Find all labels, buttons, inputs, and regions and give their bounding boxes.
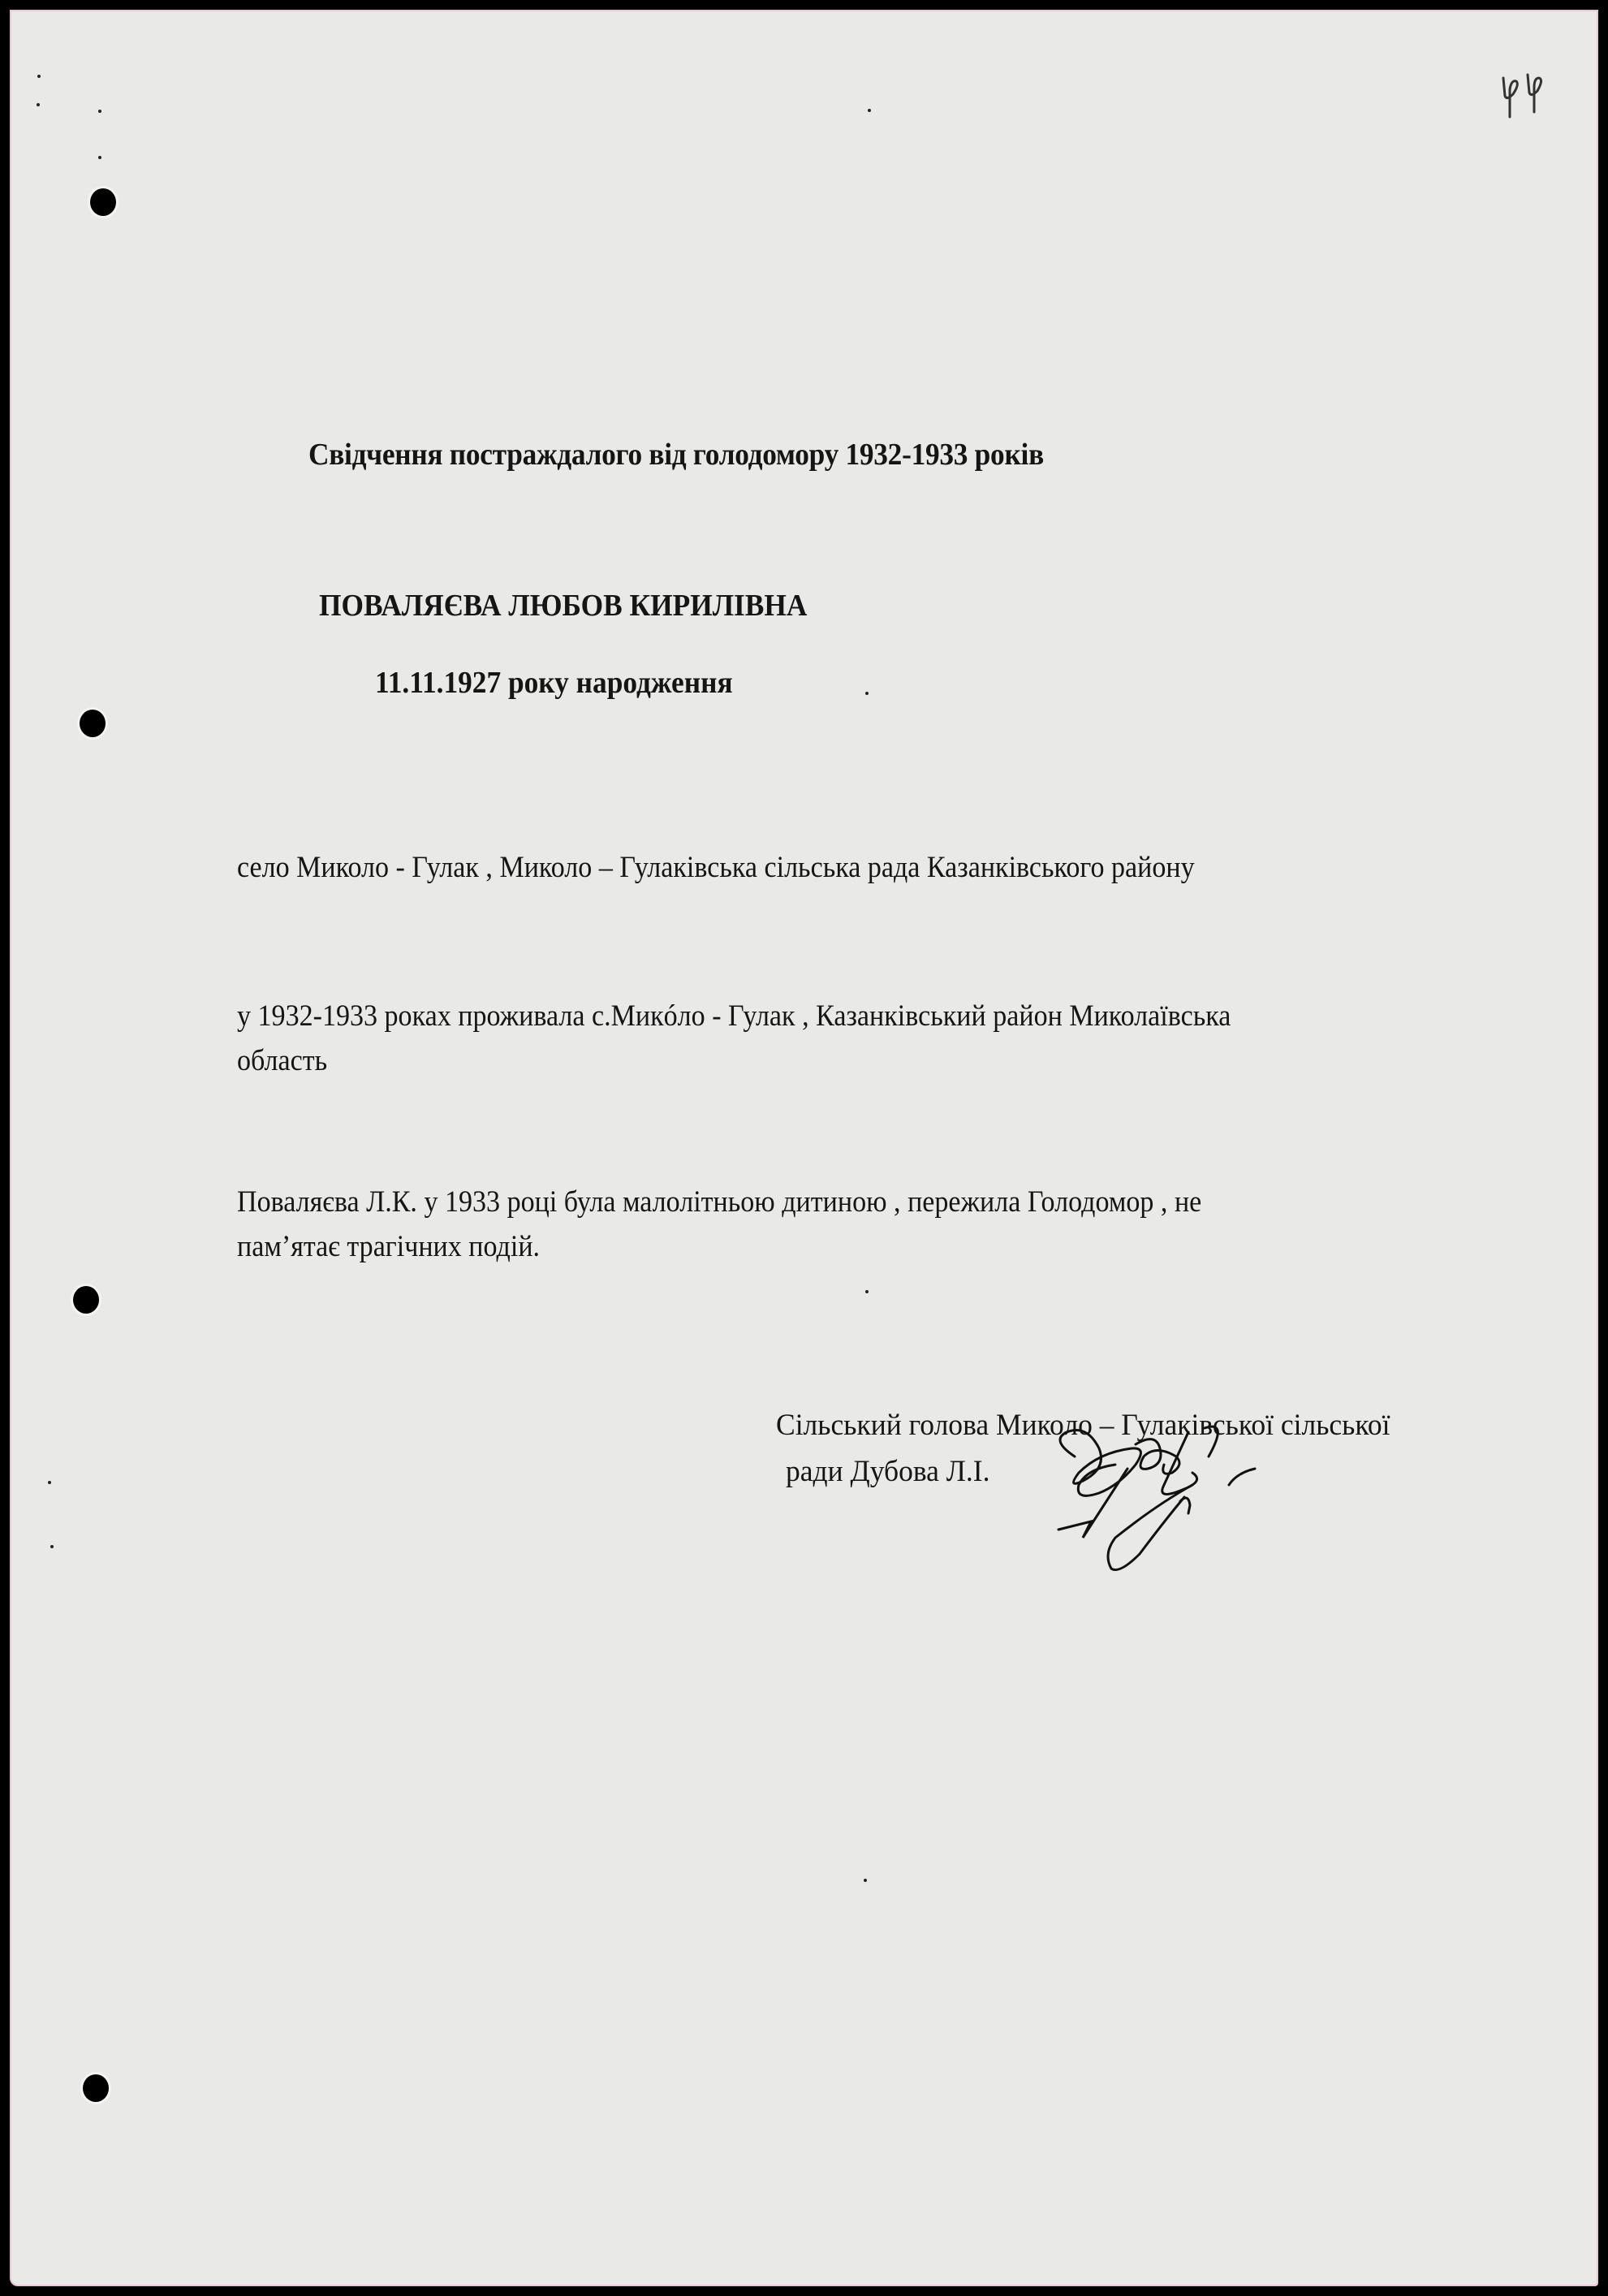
speck [37,75,41,78]
speck [48,1481,51,1484]
signatory-title: Сільський голова Миколо – Гулаківської сільської [776,1409,1390,1442]
signatory-name: ради Дубова Л.І. [786,1455,990,1488]
speck [865,1290,869,1293]
punch-hole [90,188,116,216]
residence-line: село Миколо - Гулак , Миколо – Гулаківська сільська рада Казанківського району [237,851,1195,884]
punch-hole [73,1286,99,1314]
lived-line-1: у 1932-1933 роках проживала с.Микóло - Гулак , Казанківський район Миколаївська [237,999,1231,1033]
document-title: Свідчення постраждалого від голодомору 1932-1933 років [308,438,1044,472]
speck [865,692,869,695]
document-page [10,10,1598,2286]
testimony-line-1: Поваляєва Л.К. у 1933 році була малолітньою дитиною , пережила Голодомор , не [237,1185,1202,1219]
handwritten-signature [1042,1424,1286,1574]
speck [864,1879,867,1882]
speck [98,156,101,159]
testimony-line-2: пам’ятає трагічних подій. [237,1230,541,1263]
speck [37,103,40,106]
birth-date: 11.11.1927 року народження [375,666,733,700]
speck [868,109,871,112]
punch-hole [83,2074,109,2102]
lived-line-2: область [237,1044,328,1077]
handwritten-page-number [1497,70,1554,119]
speck [98,110,101,113]
punch-hole [80,710,106,737]
speck [50,1545,54,1548]
person-name: ПОВАЛЯЄВА ЛЮБОВ КИРИЛІВНА [319,589,808,623]
